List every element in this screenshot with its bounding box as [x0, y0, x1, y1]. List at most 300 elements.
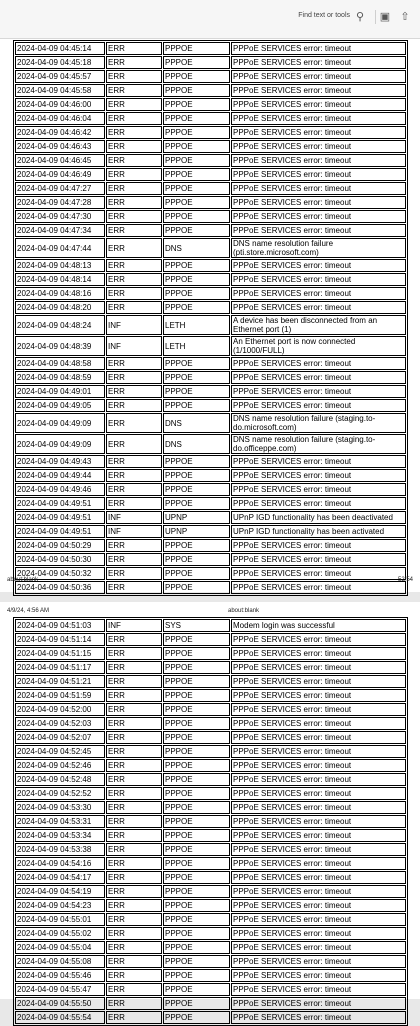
cell-level: ERR: [106, 885, 162, 898]
cell-message: PPPoE SERVICES error: timeout: [231, 899, 406, 912]
cell-message: PPPoE SERVICES error: timeout: [231, 661, 406, 674]
cell-message: PPPoE SERVICES error: timeout: [231, 154, 406, 167]
table-row: [15, 857, 406, 870]
table-row: [15, 224, 406, 237]
cell-timestamp: 2024-04-09 04:47:44: [15, 238, 105, 258]
cell-category: PPPOE: [163, 196, 230, 209]
event-log-table: [13, 617, 408, 1026]
toolbar-divider: [375, 10, 376, 24]
cell-level: ERR: [106, 224, 162, 237]
cell-message: PPPoE SERVICES error: timeout: [231, 787, 406, 800]
cell-category: PPPOE: [163, 287, 230, 300]
cell-level: ERR: [106, 140, 162, 153]
cell-level: ERR: [106, 273, 162, 286]
cell-level: ERR: [106, 703, 162, 716]
cell-level: ERR: [106, 815, 162, 828]
table-row: [15, 210, 406, 223]
cell-level: ERR: [106, 567, 162, 580]
cell-timestamp: 2024-04-09 04:54:23: [15, 899, 105, 912]
cell-level: ERR: [106, 483, 162, 496]
table-row: [15, 357, 406, 370]
cell-level: ERR: [106, 871, 162, 884]
cell-message: PPPoE SERVICES error: timeout: [231, 815, 406, 828]
cell-timestamp: 2024-04-09 04:45:57: [15, 70, 105, 83]
cell-category: PPPOE: [163, 168, 230, 181]
cell-timestamp: 2024-04-09 04:49:46: [15, 483, 105, 496]
cell-category: PPPOE: [163, 717, 230, 730]
cell-message: A device has been disconnected from an Ethernet port (1): [231, 315, 406, 335]
cell-category: PPPOE: [163, 70, 230, 83]
cell-timestamp: 2024-04-09 04:49:44: [15, 469, 105, 482]
table-row: [15, 336, 406, 356]
cell-message: PPPoE SERVICES error: timeout: [231, 301, 406, 314]
table-row: [15, 238, 406, 258]
table-row: [15, 56, 406, 69]
cell-category: UPNP: [163, 511, 230, 524]
table-row: [15, 483, 406, 496]
table-row: [15, 843, 406, 856]
cell-message: PPPoE SERVICES error: timeout: [231, 224, 406, 237]
cell-message: PPPoE SERVICES error: timeout: [231, 483, 406, 496]
cell-timestamp: 2024-04-09 04:54:19: [15, 885, 105, 898]
cell-level: ERR: [106, 210, 162, 223]
table-row: [15, 955, 406, 968]
cell-level: ERR: [106, 983, 162, 996]
table-row: [15, 927, 406, 940]
table-row: [15, 259, 406, 272]
cell-message: PPPoE SERVICES error: timeout: [231, 287, 406, 300]
cell-message: PPPoE SERVICES error: timeout: [231, 773, 406, 786]
table-row: [15, 182, 406, 195]
cell-message: PPPoE SERVICES error: timeout: [231, 745, 406, 758]
cell-timestamp: 2024-04-09 04:48:13: [15, 259, 105, 272]
cell-level: INF: [106, 619, 162, 632]
cell-category: PPPOE: [163, 675, 230, 688]
cell-category: PPPOE: [163, 259, 230, 272]
table-row: [15, 98, 406, 111]
cell-message: PPPoE SERVICES error: timeout: [231, 497, 406, 510]
cell-level: ERR: [106, 168, 162, 181]
cell-timestamp: 2024-04-09 04:55:50: [15, 997, 105, 1010]
cell-category: PPPOE: [163, 140, 230, 153]
table-row: [15, 497, 406, 510]
cell-level: ERR: [106, 927, 162, 940]
table-row: [15, 140, 406, 153]
table-row: [15, 154, 406, 167]
cell-level: ERR: [106, 56, 162, 69]
cell-level: ERR: [106, 731, 162, 744]
table-row: [15, 371, 406, 384]
cell-timestamp: 2024-04-09 04:50:29: [15, 539, 105, 552]
table-row: [15, 413, 406, 433]
cell-timestamp: 2024-04-09 04:55:46: [15, 969, 105, 982]
table-row: [15, 801, 406, 814]
cell-level: ERR: [106, 497, 162, 510]
cell-level: INF: [106, 336, 162, 356]
table-row: [15, 731, 406, 744]
cell-category: PPPOE: [163, 553, 230, 566]
cell-timestamp: 2024-04-09 04:49:09: [15, 434, 105, 454]
cell-level: ERR: [106, 773, 162, 786]
cell-category: DNS: [163, 434, 230, 454]
cell-message: PPPoE SERVICES error: timeout: [231, 689, 406, 702]
table-row: [15, 539, 406, 552]
cell-category: PPPOE: [163, 689, 230, 702]
cell-message: PPPoE SERVICES error: timeout: [231, 357, 406, 370]
cell-message: PPPoE SERVICES error: timeout: [231, 969, 406, 982]
cell-message: DNS name resolution failure (staging.to-do.officeppe.com): [231, 434, 406, 454]
table-row: [15, 42, 406, 55]
cell-timestamp: 2024-04-09 04:49:51: [15, 511, 105, 524]
cell-message: PPPoE SERVICES error: timeout: [231, 801, 406, 814]
cell-timestamp: 2024-04-09 04:49:51: [15, 525, 105, 538]
cell-level: ERR: [106, 843, 162, 856]
cell-level: ERR: [106, 857, 162, 870]
upload-icon[interactable]: ⇧: [400, 11, 410, 23]
cell-level: ERR: [106, 633, 162, 646]
cell-level: ERR: [106, 112, 162, 125]
cell-timestamp: 2024-04-09 04:50:36: [15, 581, 105, 594]
table-row: [15, 385, 406, 398]
table-row: [15, 647, 406, 660]
cell-timestamp: 2024-04-09 04:52:03: [15, 717, 105, 730]
cell-timestamp: 2024-04-09 04:48:39: [15, 336, 105, 356]
cell-timestamp: 2024-04-09 04:55:08: [15, 955, 105, 968]
cell-timestamp: 2024-04-09 04:51:21: [15, 675, 105, 688]
table-row: [15, 787, 406, 800]
cell-message: PPPoE SERVICES error: timeout: [231, 955, 406, 968]
cell-message: PPPoE SERVICES error: timeout: [231, 126, 406, 139]
table-row: [15, 399, 406, 412]
cell-level: ERR: [106, 913, 162, 926]
table-row: [15, 567, 406, 580]
cell-category: PPPOE: [163, 899, 230, 912]
cell-category: PPPOE: [163, 126, 230, 139]
page-header-date: 4/9/24, 4:56 AM: [7, 608, 50, 614]
cell-level: ERR: [106, 759, 162, 772]
cell-category: PPPOE: [163, 98, 230, 111]
cell-timestamp: 2024-04-09 04:52:00: [15, 703, 105, 716]
cell-timestamp: 2024-04-09 04:46:49: [15, 168, 105, 181]
cell-category: PPPOE: [163, 357, 230, 370]
cell-message: PPPoE SERVICES error: timeout: [231, 633, 406, 646]
cell-category: PPPOE: [163, 661, 230, 674]
cell-timestamp: 2024-04-09 04:51:14: [15, 633, 105, 646]
cell-message: PPPoE SERVICES error: timeout: [231, 553, 406, 566]
cell-category: PPPOE: [163, 801, 230, 814]
cell-message: PPPoE SERVICES error: timeout: [231, 983, 406, 996]
cell-level: ERR: [106, 581, 162, 594]
cell-category: PPPOE: [163, 301, 230, 314]
cell-timestamp: 2024-04-09 04:47:34: [15, 224, 105, 237]
cell-message: PPPoE SERVICES error: timeout: [231, 196, 406, 209]
cell-timestamp: 2024-04-09 04:51:15: [15, 647, 105, 660]
cell-timestamp: 2024-04-09 04:48:20: [15, 301, 105, 314]
cell-level: ERR: [106, 287, 162, 300]
table-row: [15, 273, 406, 286]
cell-timestamp: 2024-04-09 04:48:16: [15, 287, 105, 300]
cell-category: PPPOE: [163, 182, 230, 195]
cell-level: ERR: [106, 941, 162, 954]
cell-timestamp: 2024-04-09 04:50:32: [15, 567, 105, 580]
save-icon[interactable]: ▣: [379, 11, 391, 23]
cell-timestamp: 2024-04-09 04:45:14: [15, 42, 105, 55]
table-row: [15, 717, 406, 730]
cell-timestamp: 2024-04-09 04:49:09: [15, 413, 105, 433]
cell-timestamp: 2024-04-09 04:52:07: [15, 731, 105, 744]
table-row: [15, 553, 406, 566]
cell-message: An Ethernet port is now connected (1/1000/FULL): [231, 336, 406, 356]
cell-category: PPPOE: [163, 885, 230, 898]
cell-level: ERR: [106, 385, 162, 398]
cell-level: ERR: [106, 553, 162, 566]
cell-timestamp: 2024-04-09 04:46:45: [15, 154, 105, 167]
cell-message: PPPoE SERVICES error: timeout: [231, 913, 406, 926]
cell-message: PPPoE SERVICES error: timeout: [231, 843, 406, 856]
cell-timestamp: 2024-04-09 04:53:38: [15, 843, 105, 856]
cell-timestamp: 2024-04-09 04:48:14: [15, 273, 105, 286]
document-page-52: [0, 39, 420, 592]
cell-category: PPPOE: [163, 581, 230, 594]
cell-message: PPPoE SERVICES error: timeout: [231, 731, 406, 744]
cell-message: PPPoE SERVICES error: timeout: [231, 581, 406, 594]
viewer-toolbar: [0, 0, 420, 39]
cell-category: DNS: [163, 413, 230, 433]
cell-level: ERR: [106, 455, 162, 468]
cell-message: PPPoE SERVICES error: timeout: [231, 759, 406, 772]
table-row: [15, 871, 406, 884]
table-row: [15, 661, 406, 674]
cell-timestamp: 2024-04-09 04:50:30: [15, 553, 105, 566]
cell-level: ERR: [106, 469, 162, 482]
cell-timestamp: 2024-04-09 04:51:03: [15, 619, 105, 632]
cell-level: ERR: [106, 154, 162, 167]
cell-category: PPPOE: [163, 567, 230, 580]
cell-timestamp: 2024-04-09 04:53:34: [15, 829, 105, 842]
cell-message: PPPoE SERVICES error: timeout: [231, 371, 406, 384]
cell-category: PPPOE: [163, 497, 230, 510]
cell-message: PPPoE SERVICES error: timeout: [231, 717, 406, 730]
table-row: [15, 703, 406, 716]
cell-timestamp: 2024-04-09 04:52:48: [15, 773, 105, 786]
page-number: 52/54: [397, 577, 413, 583]
cell-category: PPPOE: [163, 483, 230, 496]
cell-level: ERR: [106, 661, 162, 674]
table-row: [15, 301, 406, 314]
table-row: [15, 455, 406, 468]
table-row: [15, 745, 406, 758]
cell-category: PPPOE: [163, 927, 230, 940]
cell-message: PPPoE SERVICES error: timeout: [231, 539, 406, 552]
table-row: [15, 581, 406, 594]
cell-level: ERR: [106, 539, 162, 552]
cell-message: UPnP IGD functionality has been activated: [231, 525, 406, 538]
table-row: [15, 899, 406, 912]
cell-category: PPPOE: [163, 42, 230, 55]
cell-timestamp: 2024-04-09 04:46:00: [15, 98, 105, 111]
cell-level: ERR: [106, 413, 162, 433]
cell-category: PPPOE: [163, 759, 230, 772]
cell-category: PPPOE: [163, 913, 230, 926]
cell-message: DNS name resolution failure (staging.to-do.microsoft.com): [231, 413, 406, 433]
table-row: [15, 773, 406, 786]
cell-level: ERR: [106, 301, 162, 314]
cell-message: PPPoE SERVICES error: timeout: [231, 469, 406, 482]
table-row: [15, 675, 406, 688]
cell-message: PPPoE SERVICES error: timeout: [231, 675, 406, 688]
cell-category: PPPOE: [163, 84, 230, 97]
cell-level: ERR: [106, 238, 162, 258]
cell-timestamp: 2024-04-09 04:48:24: [15, 315, 105, 335]
cell-level: ERR: [106, 787, 162, 800]
cell-message: PPPoE SERVICES error: timeout: [231, 927, 406, 940]
cell-level: ERR: [106, 717, 162, 730]
cell-message: PPPoE SERVICES error: timeout: [231, 829, 406, 842]
cell-timestamp: 2024-04-09 04:49:01: [15, 385, 105, 398]
cell-category: PPPOE: [163, 273, 230, 286]
table-row: [15, 511, 406, 524]
table-row: [15, 913, 406, 926]
cell-category: DNS: [163, 238, 230, 258]
cell-message: PPPoE SERVICES error: timeout: [231, 42, 406, 55]
cell-message: PPPoE SERVICES error: timeout: [231, 273, 406, 286]
cell-message: PPPoE SERVICES error: timeout: [231, 210, 406, 223]
table-row: [15, 759, 406, 772]
cell-timestamp: 2024-04-09 04:46:04: [15, 112, 105, 125]
table-row: [15, 815, 406, 828]
cell-category: PPPOE: [163, 154, 230, 167]
cell-level: ERR: [106, 801, 162, 814]
cell-category: PPPOE: [163, 983, 230, 996]
cell-timestamp: 2024-04-09 04:47:30: [15, 210, 105, 223]
cell-level: INF: [106, 315, 162, 335]
table-row: [15, 70, 406, 83]
cell-category: PPPOE: [163, 633, 230, 646]
cell-category: PPPOE: [163, 857, 230, 870]
cell-timestamp: 2024-04-09 04:53:30: [15, 801, 105, 814]
cell-level: ERR: [106, 371, 162, 384]
cell-message: PPPoE SERVICES error: timeout: [231, 70, 406, 83]
cell-category: LETH: [163, 336, 230, 356]
cell-message: PPPoE SERVICES error: timeout: [231, 98, 406, 111]
cell-level: ERR: [106, 955, 162, 968]
cell-timestamp: 2024-04-09 04:55:54: [15, 1011, 105, 1024]
cell-level: ERR: [106, 98, 162, 111]
cell-timestamp: 2024-04-09 04:54:16: [15, 857, 105, 870]
cell-timestamp: 2024-04-09 04:55:01: [15, 913, 105, 926]
cell-category: PPPOE: [163, 955, 230, 968]
cell-level: ERR: [106, 829, 162, 842]
table-row: [15, 84, 406, 97]
cell-timestamp: 2024-04-09 04:45:18: [15, 56, 105, 69]
table-row: [15, 885, 406, 898]
cell-level: ERR: [106, 899, 162, 912]
cell-category: PPPOE: [163, 843, 230, 856]
cell-category: PPPOE: [163, 210, 230, 223]
cell-message: Modem login was successful: [231, 619, 406, 632]
cell-category: PPPOE: [163, 787, 230, 800]
cell-message: PPPoE SERVICES error: timeout: [231, 871, 406, 884]
cell-level: ERR: [106, 997, 162, 1010]
cell-level: ERR: [106, 399, 162, 412]
table-row: [15, 969, 406, 982]
cell-message: PPPoE SERVICES error: timeout: [231, 168, 406, 181]
cell-level: ERR: [106, 689, 162, 702]
cell-category: PPPOE: [163, 941, 230, 954]
page-footer-url: about:blank: [7, 577, 39, 583]
cell-message: PPPoE SERVICES error: timeout: [231, 56, 406, 69]
cell-category: PPPOE: [163, 647, 230, 660]
find-text-label[interactable]: Find text or tools: [298, 12, 350, 19]
cell-message: PPPoE SERVICES error: timeout: [231, 997, 406, 1010]
event-log-table: [13, 40, 408, 596]
cell-category: PPPOE: [163, 539, 230, 552]
cell-timestamp: 2024-04-09 04:45:58: [15, 84, 105, 97]
table-row: [15, 619, 406, 632]
cell-message: PPPoE SERVICES error: timeout: [231, 857, 406, 870]
table-row: [15, 434, 406, 454]
cell-message: UPnP IGD functionality has been deactivated: [231, 511, 406, 524]
cell-level: ERR: [106, 675, 162, 688]
cell-level: ERR: [106, 182, 162, 195]
cell-timestamp: 2024-04-09 04:49:51: [15, 497, 105, 510]
cell-message: PPPoE SERVICES error: timeout: [231, 182, 406, 195]
table-row: [15, 829, 406, 842]
cell-category: PPPOE: [163, 224, 230, 237]
cell-category: PPPOE: [163, 997, 230, 1010]
cell-level: ERR: [106, 357, 162, 370]
table-row: [15, 315, 406, 335]
cell-category: PPPOE: [163, 1011, 230, 1024]
cell-message: PPPoE SERVICES error: timeout: [231, 84, 406, 97]
cell-level: ERR: [106, 126, 162, 139]
cell-message: PPPoE SERVICES error: timeout: [231, 703, 406, 716]
cell-level: INF: [106, 525, 162, 538]
cell-category: PPPOE: [163, 455, 230, 468]
table-row: [15, 941, 406, 954]
cell-timestamp: 2024-04-09 04:52:52: [15, 787, 105, 800]
cell-timestamp: 2024-04-09 04:52:46: [15, 759, 105, 772]
table-row: [15, 633, 406, 646]
cell-level: ERR: [106, 84, 162, 97]
table-row: [15, 168, 406, 181]
cell-timestamp: 2024-04-09 04:51:59: [15, 689, 105, 702]
cell-level: ERR: [106, 745, 162, 758]
cell-level: INF: [106, 511, 162, 524]
cell-category: PPPOE: [163, 703, 230, 716]
cell-category: PPPOE: [163, 969, 230, 982]
cell-category: PPPOE: [163, 871, 230, 884]
cell-category: PPPOE: [163, 112, 230, 125]
cell-timestamp: 2024-04-09 04:46:43: [15, 140, 105, 153]
cell-timestamp: 2024-04-09 04:51:17: [15, 661, 105, 674]
cell-level: ERR: [106, 1011, 162, 1024]
cell-category: SYS: [163, 619, 230, 632]
search-icon[interactable]: ⚲: [355, 11, 365, 23]
cell-timestamp: 2024-04-09 04:46:42: [15, 126, 105, 139]
cell-category: PPPOE: [163, 745, 230, 758]
cell-level: ERR: [106, 70, 162, 83]
cell-message: PPPoE SERVICES error: timeout: [231, 885, 406, 898]
cell-message: PPPoE SERVICES error: timeout: [231, 259, 406, 272]
cell-category: PPPOE: [163, 56, 230, 69]
table-row: [15, 689, 406, 702]
cell-message: PPPoE SERVICES error: timeout: [231, 140, 406, 153]
cell-level: ERR: [106, 434, 162, 454]
table-row: [15, 112, 406, 125]
document-page-53: [0, 602, 420, 1022]
cell-message: PPPoE SERVICES error: timeout: [231, 455, 406, 468]
